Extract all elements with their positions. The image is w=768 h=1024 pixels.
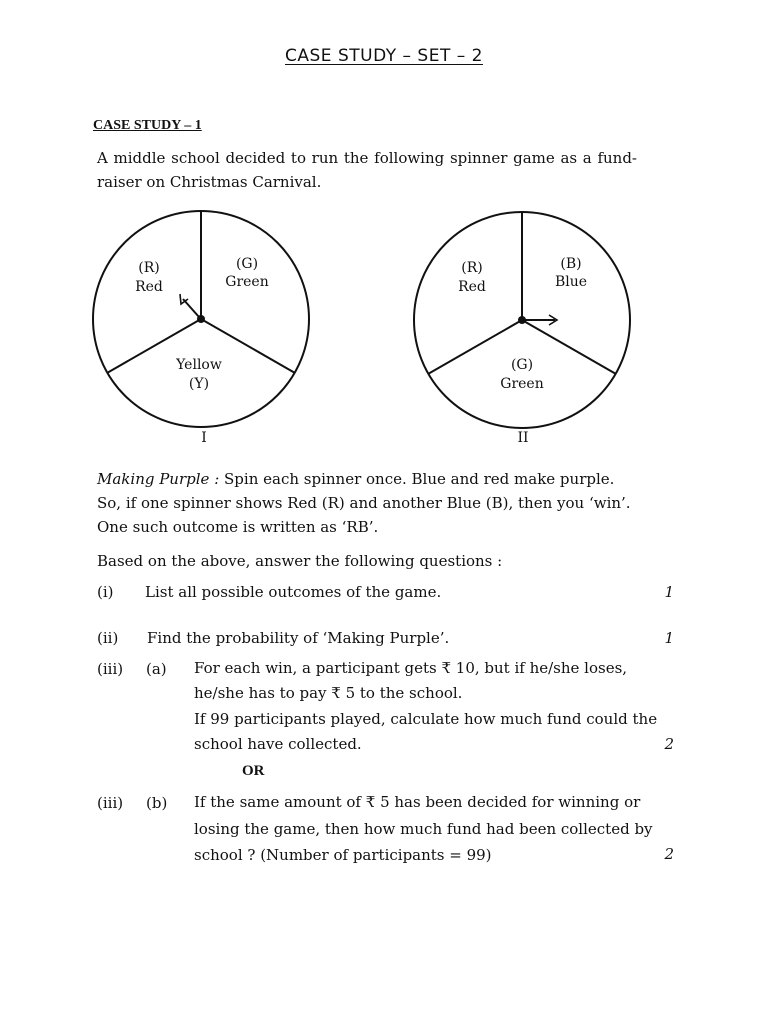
spinner-1-red-name: Red [135, 279, 163, 295]
spinner-1 [93, 211, 309, 446]
question-1-number: (i) [97, 583, 114, 601]
question-3b-part: (b) [146, 794, 168, 812]
spinner-2-blue-name: Blue [554, 274, 588, 290]
question-1-text: List all possible outcomes of the game. [145, 583, 442, 601]
question-1-marks: 1 [664, 583, 674, 601]
spinner-2-divider-right [522, 320, 616, 374]
spinner-2-red-code: (R) [461, 260, 483, 276]
spinner-1-green-code: (G) [235, 256, 259, 272]
question-3a-line-1: For each win, a participant gets ₹ 10, but if he/she loses, [194, 659, 628, 677]
spinner-2-green-code: (G) [510, 357, 534, 373]
spinner-2-red-name: Red [458, 279, 486, 295]
question-3b-line-1: If the same amount of ₹ 5 has been decided for winning or [194, 793, 641, 811]
question-3a-line-4: school have collected. [194, 735, 362, 753]
making-purple-text: Spin each spinner once. Blue and red make purple. So, if one spinner shows Red (R) and another Blue (B), then you ‘win’. One such outcome is written as ‘RB’. [97, 470, 631, 536]
making-purple-paragraph [97, 467, 642, 539]
or-separator: OR [242, 763, 265, 779]
spinner-1-green-name: Green [225, 274, 269, 290]
section-heading: CASE STUDY – 1 [93, 118, 202, 133]
question-3b-line-2: losing the game, then how much fund had been collected by [194, 820, 653, 838]
question-3b-line-3: school ? (Number of participants = 99) [194, 846, 492, 864]
spinner-2-hub [518, 316, 526, 324]
spinner-2-caption: II [517, 430, 529, 446]
spinner-1-red-code: (R) [138, 260, 160, 276]
spinner-2 [414, 212, 630, 446]
question-2-number: (ii) [97, 629, 119, 647]
question-3a-marks: 2 [664, 735, 674, 753]
spinner-2-green-name: Green [500, 376, 544, 392]
page-title: CASE STUDY – SET – 2 [285, 46, 483, 66]
question-3a-number: (iii) [97, 660, 124, 678]
spinner-2-blue-code: (B) [560, 256, 582, 272]
spinner-1-hub [197, 315, 205, 323]
spinner-1-yellow-name: Yellow [176, 357, 222, 373]
question-2-text: Find the probability of ‘Making Purple’. [147, 629, 450, 647]
spinner-1-yellow-code: (Y) [188, 376, 210, 392]
intro-paragraph: A middle school decided to run the following spinner game as a fund-raiser on Christmas Carnival. [97, 149, 637, 191]
question-2-marks: 1 [664, 629, 674, 647]
spinner-2-divider-left [428, 320, 522, 374]
question-3a-part: (a) [146, 660, 167, 678]
spinner-diagrams [0, 200, 768, 450]
question-3b-number: (iii) [97, 794, 124, 812]
question-3a-line-3: If 99 participants played, calculate how much fund could the [194, 710, 658, 728]
instructions: Based on the above, answer the following questions : [97, 552, 503, 570]
question-3a-line-2: he/she has to pay ₹ 5 to the school. [194, 684, 463, 702]
making-purple-label: Making Purple : [97, 470, 220, 488]
question-3b-marks: 2 [664, 845, 674, 863]
spinner-1-caption: I [201, 430, 207, 446]
